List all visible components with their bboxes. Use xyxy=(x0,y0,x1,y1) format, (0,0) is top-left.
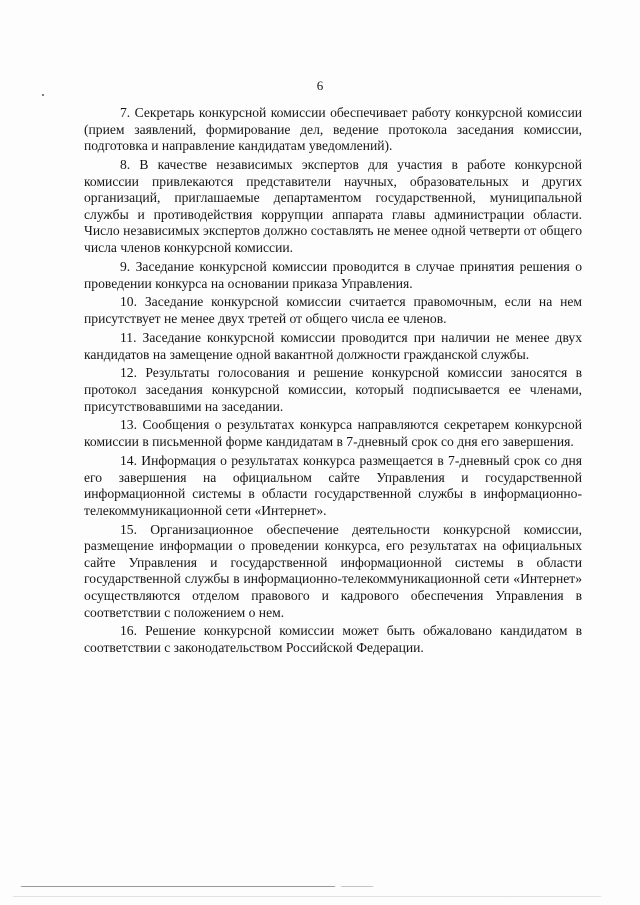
scan-speck xyxy=(42,94,44,96)
paragraph-7: 7. Секретарь конкурсной комиссии обеспечивает работу конкурсной комиссии (прием заявлений, формирование дел, ведение протокола заседания комиссии, подготовка и направление кандидатам уведомлений). xyxy=(84,105,582,154)
paragraph-8: 8. В качестве независимых экспертов для участия в работе конкурсной комиссии привлекаются представители научных, образовательных и других организаций, приглашаемые департаментом государственной, муниципальной службы и противодействия коррупции аппарата главы администрации области. Число независимых экспертов должно составлять не менее одной четверти от общего числа членов конкурсной комиссии. xyxy=(84,157,582,256)
paragraph-15: 15. Организационное обеспечение деятельности конкурсной комиссии, размещение информации о проведении конкурса, его результатах на официальных сайте Управления и государственной информационной системы в области государственной службы в информационно-телекоммуникационной сети «Интернет» осуществляются отделом правового и кадрового обеспечения Управления в соответствии с положением о нем. xyxy=(84,521,582,620)
paragraph-12: 12. Результаты голосования и решение конкурсной комиссии заносятся в протокол заседания конкурсной комиссии, который подписывается ее членами, присутствовавшими на заседании. xyxy=(84,365,582,414)
paragraph-16: 16. Решение конкурсной комиссии может быть обжаловано кандидатом в соответствии с законодательством Российской Федерации. xyxy=(84,623,582,656)
scan-edge-line xyxy=(0,886,640,887)
paragraph-11: 11. Заседание конкурсной комиссии проводится при наличии не менее двух кандидатов на замещение одной вакантной должности гражданской службы. xyxy=(84,329,582,362)
paragraph-10: 10. Заседание конкурсной комиссии считается правомочным, если на нем присутствует не менее двух третей от общего числа ее членов. xyxy=(84,294,582,327)
paragraph-9: 9. Заседание конкурсной комиссии проводится в случае принятия решения о проведении конкурса на основании приказа Управления. xyxy=(84,258,582,291)
document-body xyxy=(84,105,582,659)
page-number: 6 xyxy=(316,78,324,93)
paragraph-14: 14. Информация о результатах конкурса размещается в 7-дневный срок со дня его завершения на официальном сайте Управления и государственной информационной системы в области государственной службы в информационно-телекоммуникационной сети «Интернет». xyxy=(84,452,582,518)
paragraph-13: 13. Сообщения о результатах конкурса направляются секретарем конкурсной комиссии в письменной форме кандидатам в 7-дневный срок со дня его завершения. xyxy=(84,417,582,450)
scan-edge-shadow xyxy=(0,896,640,897)
